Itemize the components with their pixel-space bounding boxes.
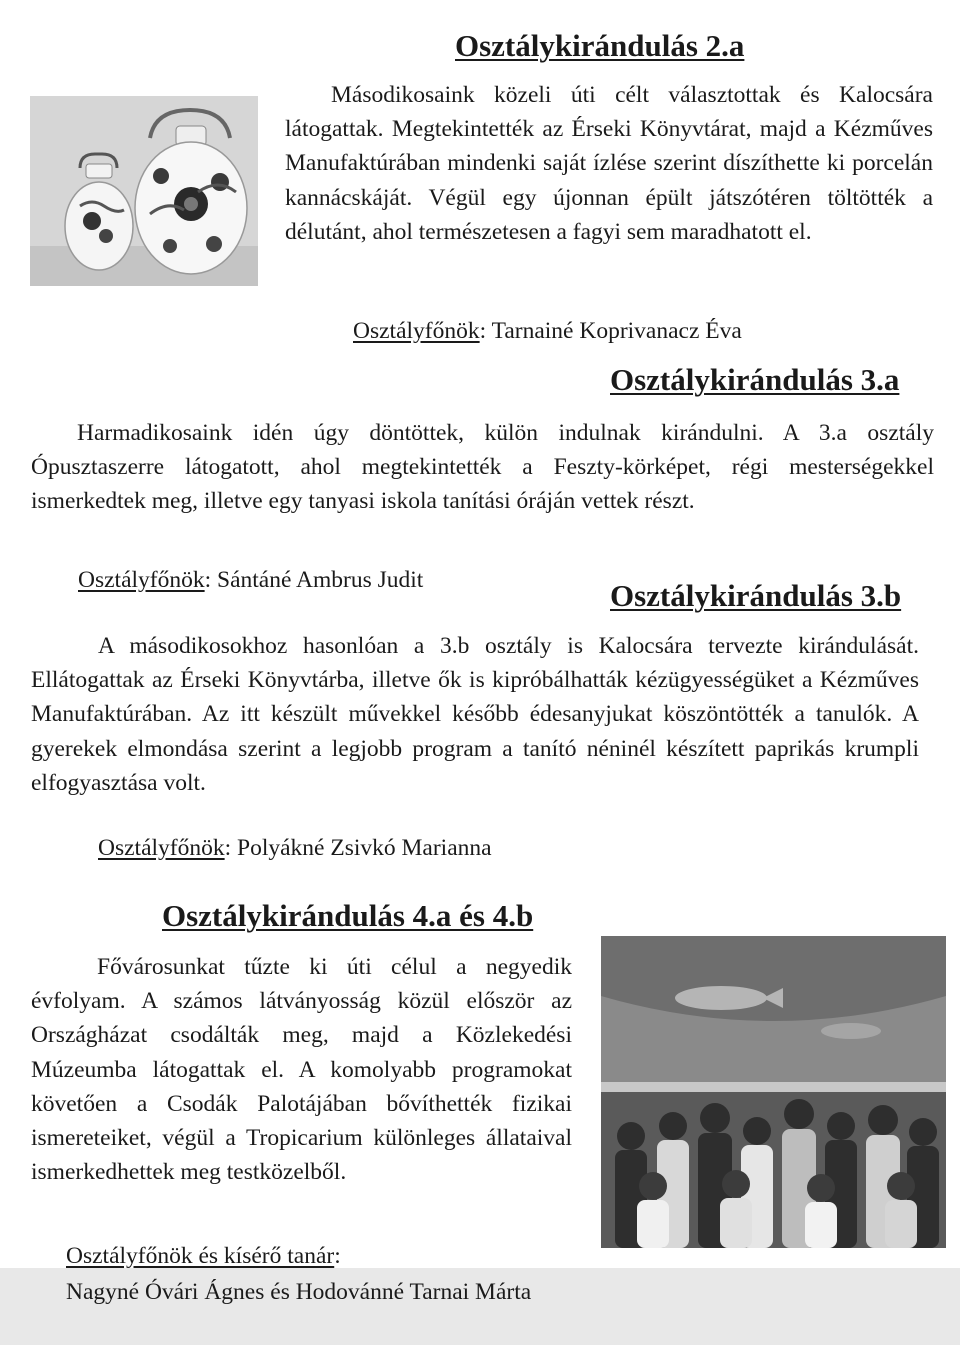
paragraph-3a [31, 416, 934, 519]
teacher-line-4ab [66, 1243, 341, 1270]
title-4ab: Osztálykirándulás 4.a és 4.b [162, 898, 534, 933]
teacher-name-3a: Sántáné Ambrus Judit [217, 567, 424, 593]
teacher-label-3a: Osztályfőnök [78, 567, 205, 593]
porcelain-flasks-photo [30, 96, 258, 286]
teacher-label-2a: Osztályfőnök [353, 318, 480, 344]
text-4ab: Fővárosunkat tűzte ki úti célul a negyedik évfolyam. A számos látványosság közül először az Országházat csodálták meg, majd a Közlekedési Múzeumba látogattak el. A komolyabb programokat követően a Csodák Palotájában bővíthették fizikai ismereteiket, végül a Tropicarium különleges állataival ismerkedhettek meg testközelből. [31, 954, 572, 1186]
teacher-line-3b [98, 835, 492, 862]
teacher-names-4ab: Nagyné Óvári Ágnes és Hodovánné Tarnai Márta [66, 1279, 532, 1305]
title-3a: Osztálykirándulás 3.a [610, 362, 900, 397]
teacher-name-2a: Tarnainé Koprivanacz Éva [491, 318, 742, 344]
text-3b: A másodikosokhoz hasonlóan a 3.b osztály is Kalocsára tervezte kirándulását. Ellátogattak az Érseki Könyvtárba, illetve ők is kipróbálhatták kézügyességüket a Kézműves Manufaktúrában. Az itt készült művekkel később édesanyjukat köszöntötték a tanulók. A gyerekek elmondása szerint a legjobb program a tanító néninél készített paprikás krumpli elfogyasztása volt. [31, 633, 919, 796]
porcelain-flasks-image [30, 96, 258, 286]
title-3b: Osztálykirándulás 3.b [610, 578, 902, 613]
text-2a: Másodikosaink közeli úti célt választottak és Kalocsára látogattak. Megtekintették az Érseki Könyvtárat, majd a Kézműves Manufaktúrában mindenki saját ízlése szerint díszíthette ki porcelán kannácskáját. Végül egy újonnan épült játszótéren töltötték a délutánt, ahol természetesen a fagyi sem maradhatott el. [285, 82, 933, 245]
teacher-sep-3b: : [224, 835, 238, 861]
paragraph-3b [31, 629, 919, 800]
teacher-label-3b: Osztályfőnök [98, 835, 225, 861]
teacher-sep-4ab: : [334, 1243, 341, 1269]
title-2a: Osztálykirándulás 2.a [455, 28, 745, 63]
class-group-aquarium-photo [601, 936, 946, 1248]
teacher-line-3a [78, 567, 423, 594]
paragraph-4ab [31, 950, 572, 1189]
teacher-sep-2a: : [479, 318, 492, 344]
paragraph-2a [285, 78, 933, 249]
aquarium-group-image [601, 936, 946, 1248]
text-3a: Harmadikosaink idén úgy döntöttek, külön indulnak kirándulni. A 3.a osztály Ópusztaszerre látogatott, ahol megtekintették a Feszty-körképet, régi mesterségekkel ismerkedtek meg, illetve egy tanyasi iskola tanítási óráján vettek részt. [31, 420, 934, 515]
teacher-name-3b: Polyákné Zsivkó Marianna [237, 835, 492, 861]
teacher-label-4ab: Osztályfőnök és kísérő tanár [66, 1243, 335, 1269]
teacher-sep-3a: : [204, 567, 218, 593]
teacher-line-2a [353, 318, 742, 345]
